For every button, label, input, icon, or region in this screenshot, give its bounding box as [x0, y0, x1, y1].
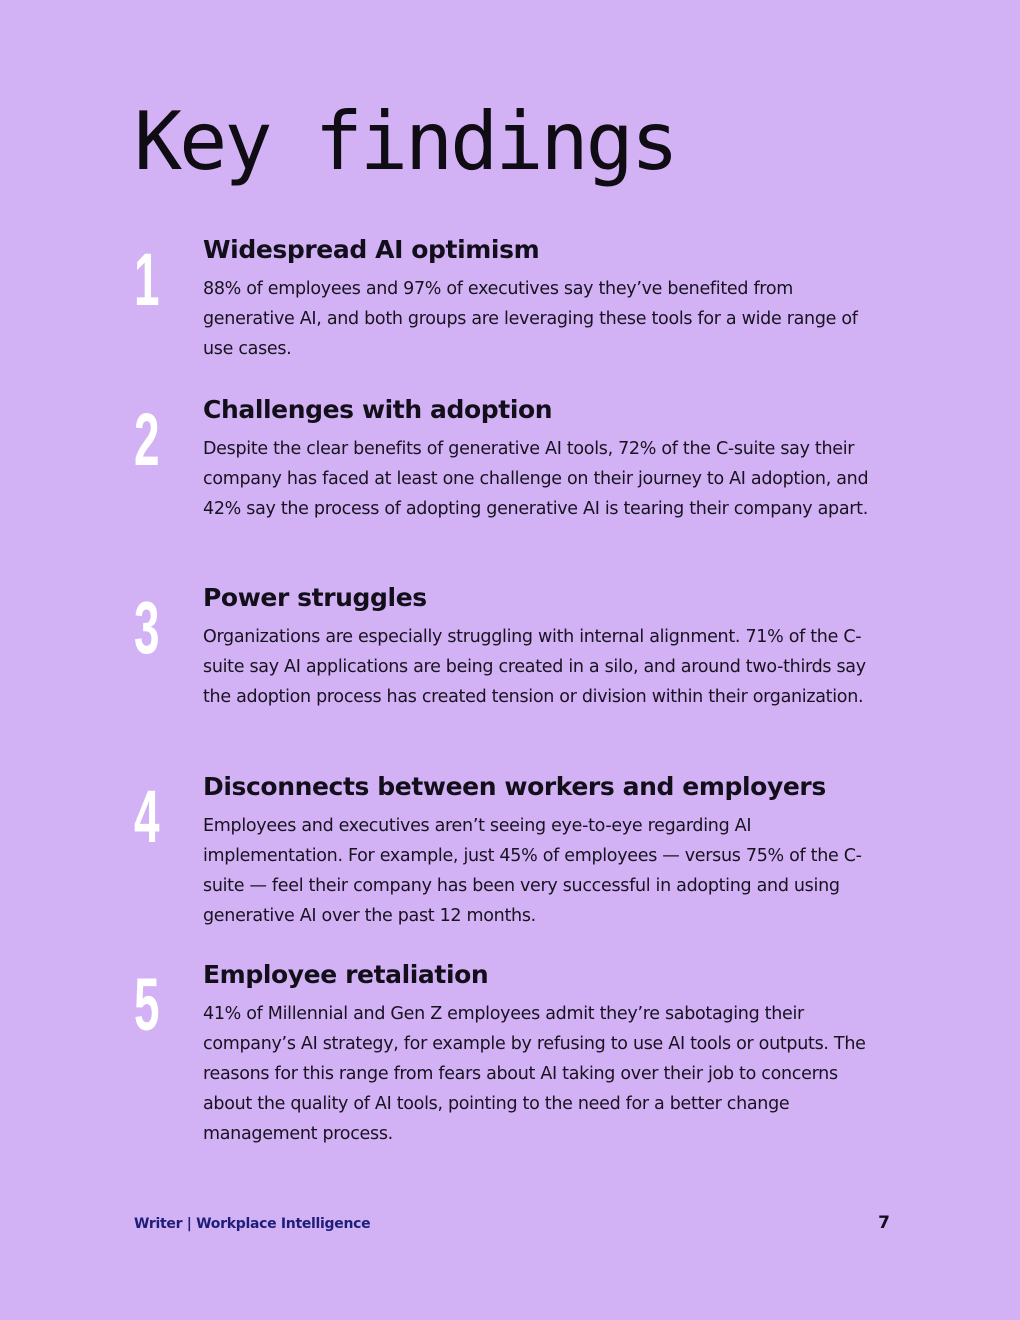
finding-heading: Employee retaliation	[203, 960, 489, 989]
footer-source: Writer | Workplace Intelligence	[134, 1216, 371, 1232]
finding-heading: Power struggles	[203, 583, 427, 612]
finding-heading: Widespread AI optimism	[203, 235, 540, 264]
finding-body: Despite the clear benefits of generative AI tools, 72% of the C-suite say their company has faced at least one challenge on their journey to AI adoption, and 42% say the process of adopting generative AI is tearing their company apart.	[203, 439, 869, 519]
finding-heading: Challenges with adoption	[203, 395, 553, 424]
finding-number: 4	[134, 775, 160, 858]
page-title: Key findings	[134, 95, 676, 188]
finding-number: 2	[134, 398, 160, 481]
finding-body: Employees and executives aren’t seeing eye-to-eye regarding AI implementation. For example, just 45% of employees — versus 75% of the C-suite — feel their company has been very successful in adopting and using generative AI over the past 12 months.	[203, 816, 862, 926]
finding-number: 5	[134, 963, 160, 1046]
finding-body: 88% of employees and 97% of executives say they’ve benefited from generative AI, and both groups are leveraging these tools for a wide range of use cases.	[203, 279, 858, 359]
finding-body: 41% of Millennial and Gen Z employees admit they’re sabotaging their company’s AI strategy, for example by refusing to use AI tools or outputs. The reasons for this range from fears about AI taking over their job to concerns about the quality of AI tools, pointing to the need for a better change management process.	[203, 1004, 866, 1144]
page-number: 7	[878, 1213, 890, 1233]
finding-heading: Disconnects between workers and employers	[203, 772, 826, 801]
finding-body: Organizations are especially struggling with internal alignment. 71% of the C-suite say AI applications are being created in a silo, and around two-thirds say the adoption process has created tension or division within their organization.	[203, 627, 866, 707]
finding-number: 3	[134, 586, 160, 669]
finding-number: 1	[134, 238, 160, 321]
